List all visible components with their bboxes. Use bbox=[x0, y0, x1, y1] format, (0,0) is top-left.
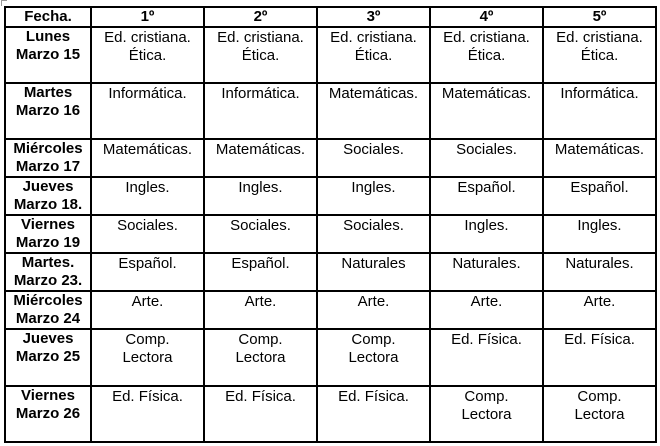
subject-cell bbox=[204, 83, 317, 139]
header-date: Fecha. bbox=[5, 7, 91, 27]
header-grade-2: 2º bbox=[204, 7, 317, 27]
table-row bbox=[5, 329, 656, 386]
subject-label: Comp. bbox=[464, 388, 509, 405]
day-label: Viernes bbox=[21, 387, 75, 404]
subject-label: Ed. Física. bbox=[338, 388, 409, 405]
subject-label: Naturales. bbox=[565, 255, 634, 272]
subject-label: Español. bbox=[118, 255, 177, 272]
date-cell bbox=[5, 253, 91, 291]
day-label: Viernes bbox=[21, 216, 75, 233]
subject-cell bbox=[91, 83, 204, 139]
subject-cell bbox=[317, 329, 430, 386]
date-label: Marzo 25 bbox=[15, 348, 81, 365]
table-row bbox=[5, 215, 656, 253]
subject-label: Matemáticas. bbox=[102, 141, 193, 158]
subject-cell bbox=[204, 253, 317, 291]
subject-cell bbox=[430, 139, 543, 177]
subject-cell bbox=[91, 291, 204, 329]
subject-label: Ed. Física. bbox=[564, 331, 635, 348]
subject-cell bbox=[204, 329, 317, 386]
subject-label: Sociales. bbox=[230, 217, 291, 234]
subject-label: Ed. cristiana. bbox=[443, 29, 530, 46]
subject-cell bbox=[430, 177, 543, 215]
subject-label: Matemáticas. bbox=[215, 141, 306, 158]
subject-label: Ética. bbox=[354, 47, 393, 64]
subject-cell bbox=[543, 83, 656, 139]
subject-cell bbox=[543, 139, 656, 177]
table-row bbox=[5, 177, 656, 215]
table-row bbox=[5, 291, 656, 329]
subject-cell bbox=[204, 177, 317, 215]
date-cell bbox=[5, 83, 91, 139]
date-label: Marzo 15 bbox=[15, 46, 81, 63]
subject-cell bbox=[317, 27, 430, 83]
subject-cell bbox=[317, 139, 430, 177]
table-row bbox=[5, 253, 656, 291]
subject-cell bbox=[204, 291, 317, 329]
subject-cell bbox=[204, 386, 317, 442]
subject-label: Ingles. bbox=[238, 179, 283, 196]
table-row bbox=[5, 83, 656, 139]
subject-cell bbox=[317, 83, 430, 139]
header-grade-1: 1º bbox=[91, 7, 204, 27]
subject-label: Sociales. bbox=[456, 141, 517, 158]
subject-label: Lectora bbox=[574, 406, 625, 423]
date-cell bbox=[5, 215, 91, 253]
subject-cell bbox=[91, 177, 204, 215]
subject-cell bbox=[430, 329, 543, 386]
subject-cell bbox=[543, 386, 656, 442]
subject-label: Naturales. bbox=[452, 255, 521, 272]
subject-label: Ingles. bbox=[351, 179, 396, 196]
subject-cell bbox=[204, 139, 317, 177]
date-cell bbox=[5, 291, 91, 329]
subject-cell bbox=[317, 253, 430, 291]
day-label: Martes. bbox=[21, 254, 75, 271]
table-row bbox=[5, 27, 656, 83]
subject-cell bbox=[543, 215, 656, 253]
subject-label: Ética. bbox=[467, 47, 506, 64]
subject-cell bbox=[543, 177, 656, 215]
date-label: Marzo 23. bbox=[13, 272, 83, 289]
subject-label: Sociales. bbox=[117, 217, 178, 234]
subject-label: Informática. bbox=[221, 85, 300, 102]
subject-label: Ingles. bbox=[464, 217, 509, 234]
subject-label: Arte. bbox=[244, 293, 277, 310]
day-label: Jueves bbox=[22, 330, 74, 347]
subject-label: Arte. bbox=[583, 293, 616, 310]
subject-label: Español. bbox=[457, 179, 516, 196]
header-grade-5: 5º bbox=[543, 7, 656, 27]
header-grade-3: 3º bbox=[317, 7, 430, 27]
subject-label: Ed. cristiana. bbox=[556, 29, 643, 46]
subject-cell bbox=[91, 386, 204, 442]
date-label: Marzo 16 bbox=[15, 102, 81, 119]
day-label: Lunes bbox=[25, 28, 71, 45]
day-label: Miércoles bbox=[13, 140, 83, 157]
subject-cell bbox=[317, 215, 430, 253]
subject-label: Ed. Física. bbox=[112, 388, 183, 405]
subject-label: Comp. bbox=[351, 331, 396, 348]
subject-cell bbox=[543, 27, 656, 83]
day-label: Martes bbox=[23, 84, 73, 101]
subject-cell bbox=[543, 329, 656, 386]
day-label: Miércoles bbox=[13, 292, 83, 309]
subject-label: Lectora bbox=[122, 349, 173, 366]
date-cell bbox=[5, 329, 91, 386]
table-row bbox=[5, 139, 656, 177]
subject-label: Arte. bbox=[131, 293, 164, 310]
subject-cell bbox=[91, 27, 204, 83]
subject-label: Ética. bbox=[580, 47, 619, 64]
subject-cell bbox=[91, 139, 204, 177]
date-cell bbox=[5, 139, 91, 177]
subject-label: Matemáticas. bbox=[328, 85, 419, 102]
date-cell bbox=[5, 386, 91, 442]
subject-cell bbox=[430, 215, 543, 253]
day-label: Jueves bbox=[22, 178, 74, 195]
subject-label: Ed. Física. bbox=[225, 388, 296, 405]
schedule-table bbox=[4, 6, 657, 443]
subject-cell bbox=[91, 253, 204, 291]
subject-label: Informática. bbox=[108, 85, 187, 102]
subject-label: Lectora bbox=[348, 349, 399, 366]
subject-cell bbox=[317, 291, 430, 329]
subject-label: Informática. bbox=[560, 85, 639, 102]
subject-label: Sociales. bbox=[343, 217, 404, 234]
subject-cell bbox=[430, 253, 543, 291]
subject-label: Arte. bbox=[357, 293, 390, 310]
date-label: Marzo 17 bbox=[15, 158, 81, 175]
subject-cell bbox=[317, 177, 430, 215]
table-row bbox=[5, 386, 656, 442]
subject-cell bbox=[91, 215, 204, 253]
subject-label: Español. bbox=[231, 255, 290, 272]
subject-cell bbox=[204, 215, 317, 253]
subject-label: Matemáticas. bbox=[441, 85, 532, 102]
date-label: Marzo 18. bbox=[13, 196, 83, 213]
subject-label: Naturales bbox=[341, 255, 406, 272]
subject-label: Comp. bbox=[125, 331, 170, 348]
subject-label: Ed. Física. bbox=[451, 331, 522, 348]
subject-cell bbox=[543, 291, 656, 329]
subject-cell bbox=[317, 386, 430, 442]
subject-label: Sociales. bbox=[343, 141, 404, 158]
subject-label: Ingles. bbox=[125, 179, 170, 196]
subject-cell bbox=[543, 253, 656, 291]
date-label: Marzo 19 bbox=[15, 234, 81, 251]
subject-cell bbox=[430, 27, 543, 83]
subject-cell bbox=[204, 27, 317, 83]
subject-label: Matemáticas. bbox=[554, 141, 645, 158]
subject-label: Arte. bbox=[470, 293, 503, 310]
subject-label: Comp. bbox=[577, 388, 622, 405]
date-label: Marzo 26 bbox=[15, 405, 81, 422]
header-row bbox=[5, 7, 656, 27]
subject-cell bbox=[91, 329, 204, 386]
subject-label: Español. bbox=[570, 179, 629, 196]
subject-cell bbox=[430, 291, 543, 329]
subject-label: Comp. bbox=[238, 331, 283, 348]
subject-label: Ética. bbox=[241, 47, 280, 64]
subject-label: Ética. bbox=[128, 47, 167, 64]
subject-label: Ed. cristiana. bbox=[104, 29, 191, 46]
date-label: Marzo 24 bbox=[15, 310, 81, 327]
header-grade-4: 4º bbox=[430, 7, 543, 27]
subject-label: Ed. cristiana. bbox=[217, 29, 304, 46]
subject-cell bbox=[430, 83, 543, 139]
subject-label: Ed. cristiana. bbox=[330, 29, 417, 46]
subject-label: Lectora bbox=[461, 406, 512, 423]
date-cell bbox=[5, 27, 91, 83]
subject-cell bbox=[430, 386, 543, 442]
subject-label: Lectora bbox=[235, 349, 286, 366]
date-cell bbox=[5, 177, 91, 215]
subject-label: Ingles. bbox=[577, 217, 622, 234]
